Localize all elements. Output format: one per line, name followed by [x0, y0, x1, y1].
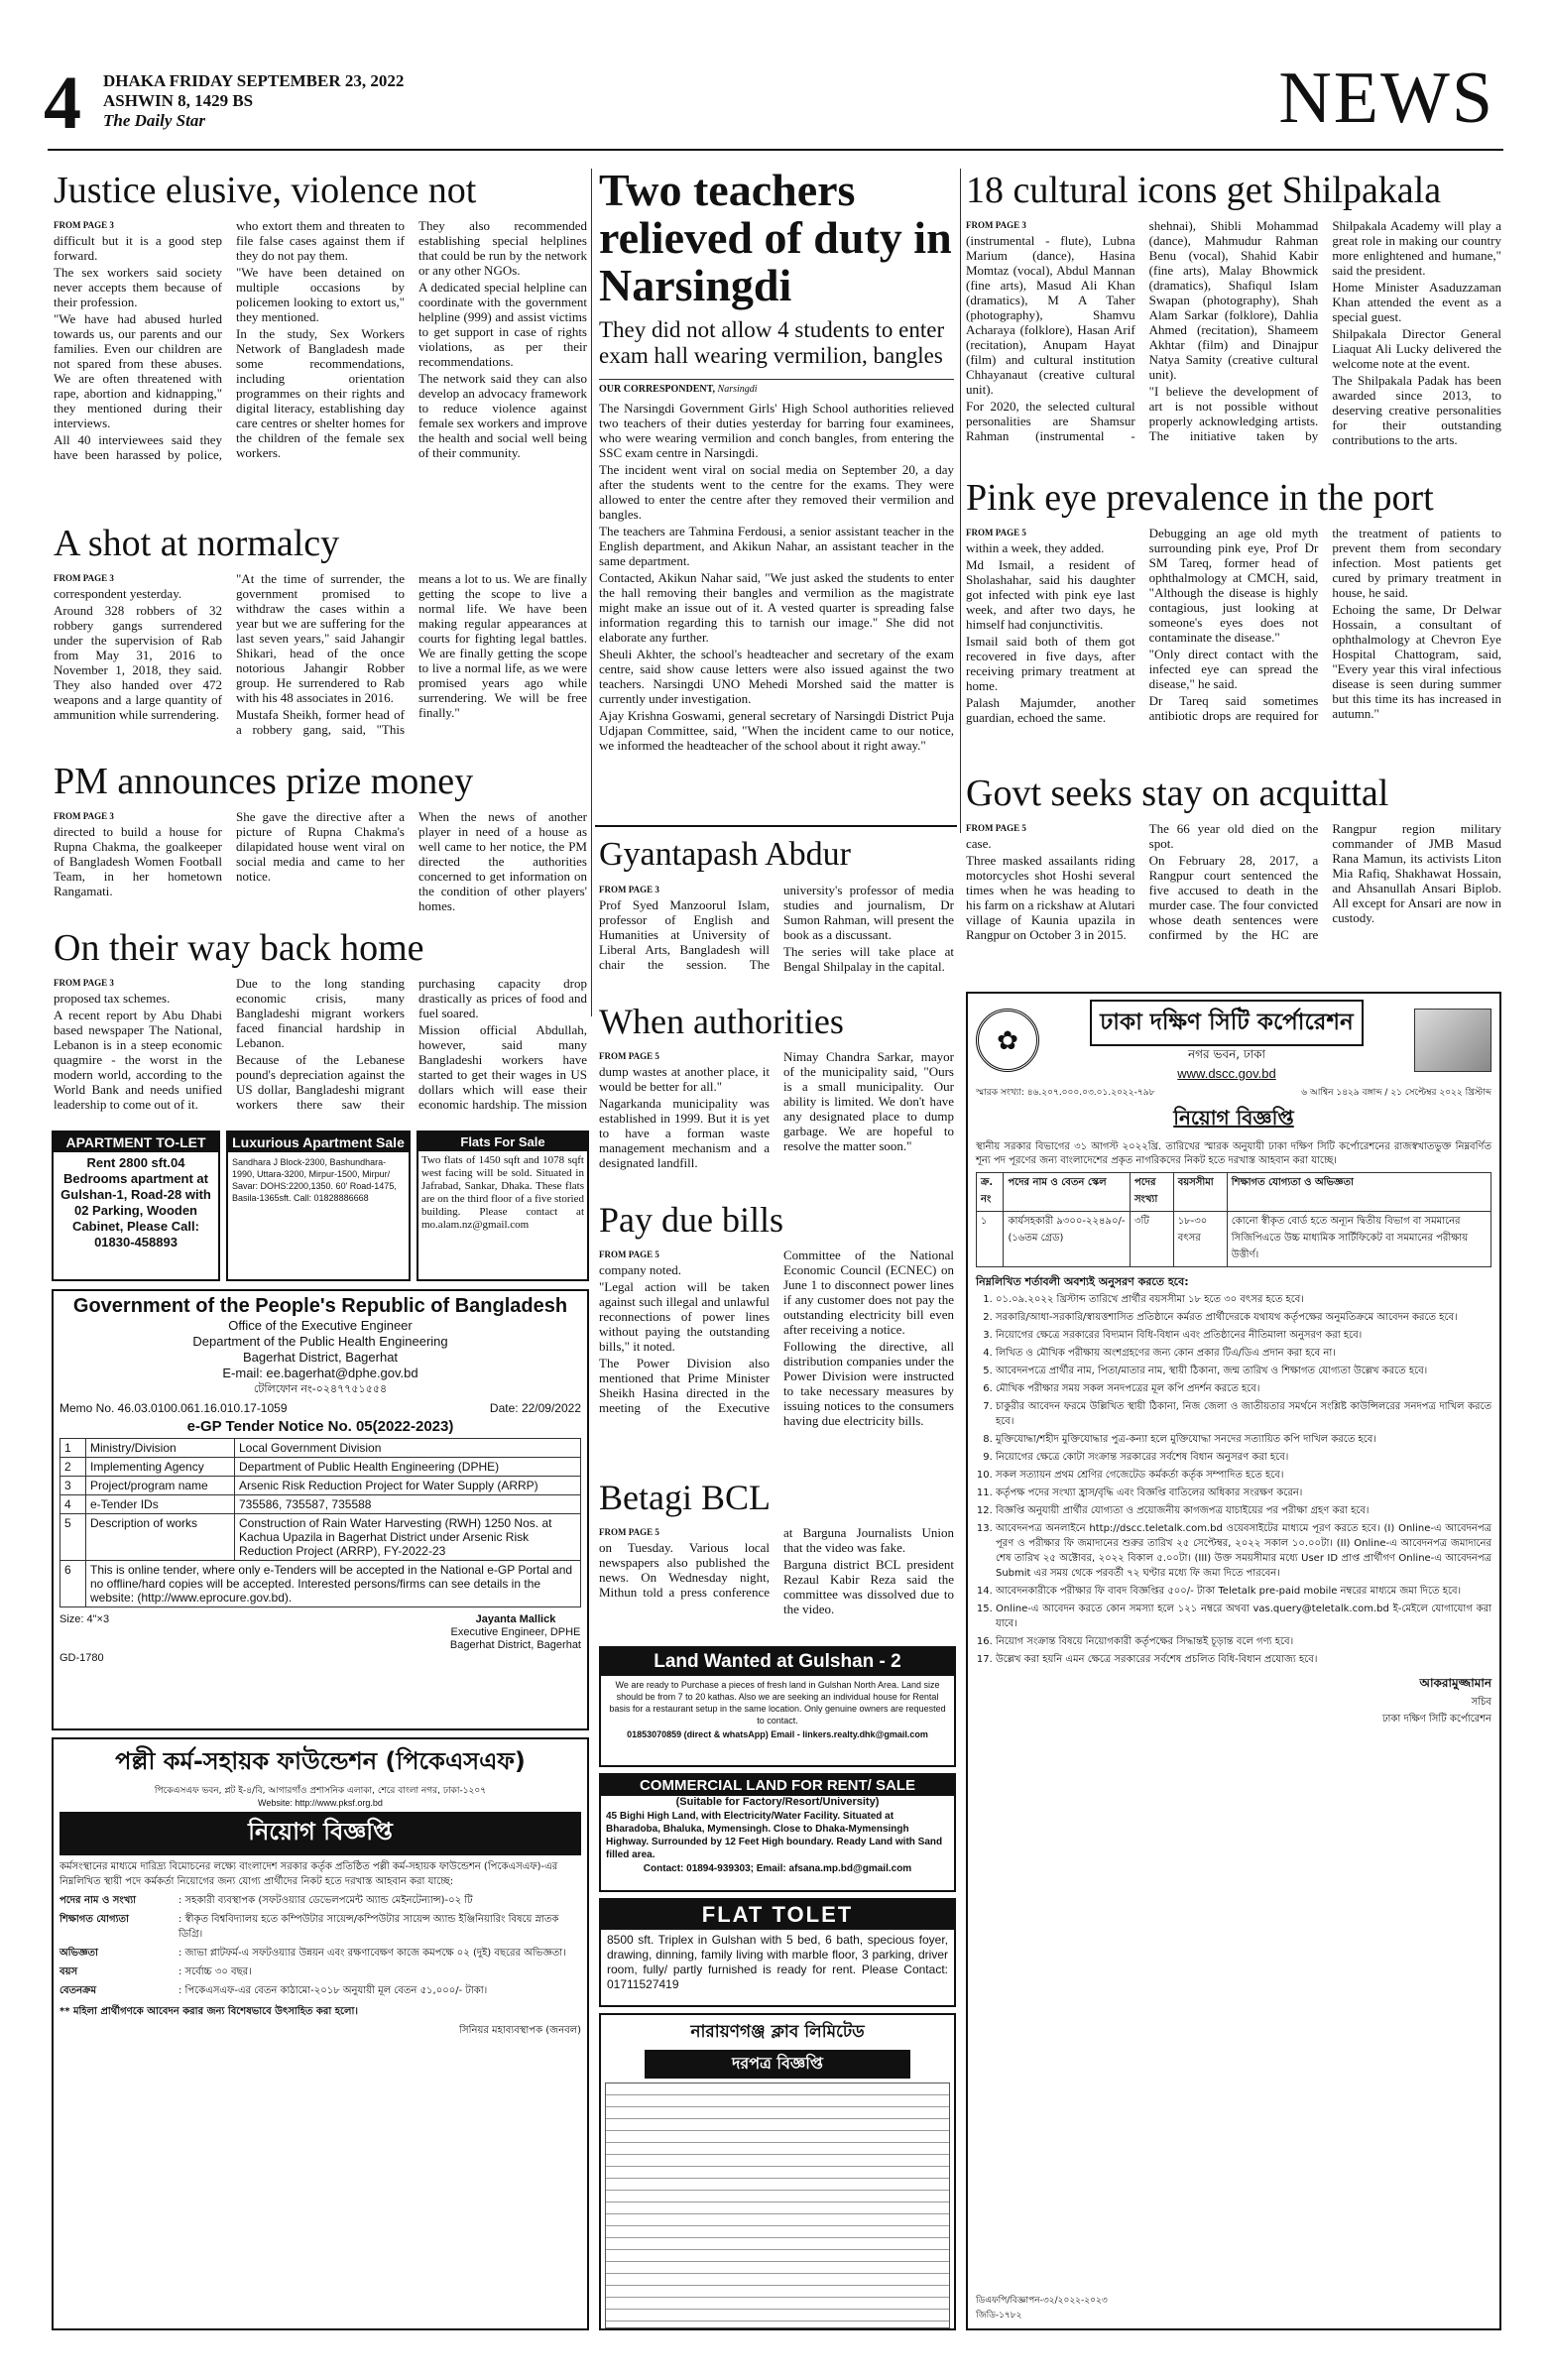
table-cell: Ministry/Division: [86, 1439, 235, 1458]
ad-title: FLAT TOLET: [601, 1900, 954, 1930]
detail-value: : স্বীকৃত বিশ্ববিদ্যালয় হতে কম্পিউটার সায়েন্স/কম্পিউটার সায়েন্স অ্যান্ড ইঞ্জিনিয়ারিং বিষয়ে স্নাতক ডিগ্রি।: [179, 1914, 559, 1940]
table-cell: 3: [60, 1477, 86, 1495]
ad-subtitle: (Suitable for Factory/Resort/University): [675, 1796, 880, 1808]
from-page: FROM PAGE 3: [54, 978, 114, 988]
tender-table: [60, 1438, 581, 1607]
table-row: [60, 1477, 581, 1495]
table-row: [60, 1458, 581, 1477]
paragraph: Shilpakala Director General Liaquat Ali Lucky delivered the welcome note at the event.: [1332, 326, 1501, 371]
table-header: পদের নাম ও বেতন স্কেল: [1004, 1173, 1131, 1212]
paragraph: "We have been detained on multiple occasions by policemen looking to extort us," they mentioned.: [236, 265, 405, 324]
dscc-conditions-title: নিম্নলিখিত শর্তাবলী অবশ্যই অনুসরণ করতে হবে:: [976, 1275, 1189, 1288]
pksf-intro: কর্মসংস্থানের মাধ্যমে দারিদ্র্য বিমোচনের লক্ষ্যে বাংলাদেশ সরকার কর্তৃক প্রতিষ্ঠিত পল্লী কর্ম-সহায়ক ফাউন্ডেশন (পিকেএসএফ)-এর নিম্নলিখিত স্থায়ী পদে কর্মকর্তা নিয়োগের জন্য যোগ্য প্রার্থীদের নিকট হতে দরখাস্ত আহবান করা যাচ্ছে:: [60, 1861, 558, 1887]
paragraph: A dedicated special helpline can coordinate with the government helpline (999) and assist victims to get support in case of rights violations, as per their recommendations.: [418, 280, 587, 369]
paragraph: Nagarkanda municipality was established in 1999. But it is yet to have a forman waste management mechanism and a designated landfill.: [599, 1096, 770, 1170]
paragraph: dump wastes at another place, it would be better for all.": [599, 1064, 770, 1094]
story-govt-stay: [966, 774, 1501, 972]
paragraph: She gave the directive after a picture of Rupna Chakma's dilapidated house went viral on social media and came to her notice.: [236, 809, 405, 884]
headline: PM announces prize money: [54, 762, 474, 802]
paragraph: The Narsingdi Government Girls' High School authorities relieved two teachers of their duties yesterday for barring four examinees, who were wearing vermilion and conch bangles, from entering the SSC exam centre in Narsingdi.: [599, 401, 954, 460]
paragraph: case.: [966, 836, 992, 851]
from-page: FROM PAGE 5: [599, 1051, 659, 1061]
story-on-their-way-home: [54, 928, 587, 1127]
paragraph: A recent report by Abu Dhabi based newspaper The National, Lebanon is in a steep economic quagmire - the worst in the modern world, according to the World Bank and needs unified leadership to come out of it.: [54, 1008, 222, 1112]
headline: Justice elusive, violence not: [54, 171, 477, 211]
table-cell: ১৮-৩০ বৎসর: [1173, 1212, 1227, 1267]
club-org: নারায়ণগঞ্জ ক্লাব লিমিটেড: [690, 2022, 865, 2042]
list-item: 11. কর্তৃপক্ষ পদের সংখ্যা হ্রাস/বৃদ্ধি এবং বিজ্ঞপ্তি বাতিলের অধিকার সংরক্ষণ করেন।: [996, 1486, 1491, 1500]
paragraph: The sex workers said society never accepts them because of their profession.: [54, 265, 222, 309]
dscc-code: ডিএফপি/বিজ্ঞাপন-৩২/২০২২-২০২৩: [976, 2296, 1108, 2306]
list-item: 2. সরকারি/আধা-সরকারি/স্বায়ত্তশাসিত প্রতিষ্ঠানে কর্মরত প্রার্থীদেরকে যথাযথ কর্তৃপক্ষের অনুমতিক্রমে আবেদন করতে হবে।: [996, 1310, 1491, 1325]
table-cell: Description of works: [86, 1514, 235, 1561]
tender-district: Bagerhat District, Bagerhat: [242, 1350, 399, 1365]
detail-label: পদের নাম ও সংখ্যা: [60, 1895, 137, 1906]
ad-title: Land Wanted at Gulshan - 2: [601, 1648, 954, 1676]
table-row: [60, 1439, 581, 1458]
ad-title: COMMERCIAL LAND FOR RENT/ SALE: [601, 1775, 954, 1796]
story-cultural-icons: [966, 171, 1501, 470]
tender-email: E-mail: ee.bagerhat@dphe.gov.bd: [222, 1366, 418, 1380]
headline: Pink eye prevalence in the port: [966, 478, 1434, 519]
date: DHAKA FRIDAY SEPTEMBER 23, 2022: [103, 71, 405, 90]
paragraph: Palash Majumder, another guardian, echoed the same.: [966, 695, 1135, 725]
pksf-details: [60, 1893, 581, 1998]
headline: Gyantapash Abdur: [599, 836, 852, 873]
from-page: FROM PAGE 3: [54, 220, 114, 230]
tender-dept: Department of the Public Health Engineering: [192, 1334, 448, 1349]
ad-title: Flats For Sale: [418, 1132, 587, 1151]
ad-flat-tolet: [599, 1898, 956, 2007]
ad-commercial-land: [599, 1773, 956, 1892]
header-rule: [48, 149, 1503, 151]
table-cell: Implementing Agency: [86, 1458, 235, 1477]
dscc-org: ঢাকা দক্ষিণ সিটি কর্পোরেশন: [1090, 1000, 1363, 1046]
from-page: FROM PAGE 5: [599, 1250, 659, 1259]
ad-egp-tender-notice: [52, 1289, 589, 1730]
paragraph: Md Ismail, a resident of Sholashahar, said his daughter got infected with pink eye last week, and after two days, he himself had conjunctivitis.: [966, 557, 1135, 632]
list-item: 6. মৌখিক পরীক্ষার সময় সকল সনদপত্রের মূল কপি প্রদর্শন করতে হবে।: [996, 1381, 1491, 1396]
dscc-date: ৬ আশ্বিন ১৪২৯ বঙ্গাব্দ / ২১ সেপ্টেম্বর ২০২২ খ্রিস্টাব্দ: [1301, 1088, 1491, 1098]
story-betagi-bcl: [599, 1478, 954, 1636]
table-cell: 4: [60, 1495, 86, 1514]
story-pink-eye: [966, 478, 1501, 766]
paragraph: Prof Syed Manzoorul Islam, professor of English and Humanities at University of Liberal Arts, Bangladesh will chair the session. The university's professor of media studies and journalism, Dr Sumon Rahman, will present the book as a discussant.: [599, 883, 954, 972]
page-number: 4: [44, 61, 81, 145]
paragraph: "I believe the development of art is not possible without properly acknowledging artists. The initiative taken by Shilpakala Academy will play a great role in making our country more enlightened and humane," said the president.: [1148, 218, 1501, 443]
story-rule: [595, 825, 957, 827]
headline: 18 cultural icons get Shilpakala: [966, 171, 1442, 211]
paragraph: within a week, they added.: [966, 540, 1105, 555]
dateline: [103, 71, 404, 131]
paragraph: The Shilpakala Padak has been awarded since 2013, to deserving creative personalities for their outstanding contributions to the arts.: [1332, 373, 1501, 447]
club-table: [605, 2082, 950, 2328]
tender-date: Date: 22/09/2022: [489, 1401, 581, 1415]
from-page: FROM PAGE 3: [54, 573, 114, 583]
list-item: 8. মুক্তিযোদ্ধা/শহীদ মুক্তিযোদ্ধার পুত্র-কন্যা হলে মুক্তিযোদ্ধা সনদের সত্যায়িত কপি দাখিল করতে হবে।: [996, 1432, 1491, 1447]
list-item: 9. নিয়োগের ক্ষেত্রে কোটা সংক্রান্ত সরকারের সর্বশেষ বিধান অনুসরণ করা হবে।: [996, 1450, 1491, 1465]
list-item: 5. আবেদনপত্রে প্রার্থীর নাম, পিতা/মাতার নাম, স্থায়ী ঠিকানা, জন্ম তারিখ ও শিক্ষাগত যোগ্যতা উল্লেখ করতে হবে।: [996, 1364, 1491, 1378]
table-cell: e-Tender IDs: [86, 1495, 235, 1514]
paragraph: (instrumental - flute), Lubna Marium (dance), Hasina Momtaz (vocal), Abdul Mannan (fine arts), Masud Ali Khan (dramatics), M A Taher (photography), Shamvu Acharaya (folklore), Hasan Arif (recitation), Anupam Hayat (film) and cultural institution Chhayanaut (creative cultural unit).: [966, 233, 1135, 397]
pksf-signature: সিনিয়র মহাব্যবস্থাপক (জনবল): [459, 2025, 581, 2036]
pksf-address: পিকেএসএফ ভবন, প্লট ই-৪/বি, আগারগাঁও প্রশাসনিক এলাকা, শেরে বাংলা নগর, ঢাকা-১২০৭: [154, 1786, 487, 1796]
paragraph: The network said they can also develop an advocacy framework to reduce violence against female sex workers and improve the health and social well being of their community.: [418, 371, 587, 460]
paragraph: Home Minister Asaduzzaman Khan attended the event as a special guest.: [1332, 280, 1501, 324]
tender-signer-title: Executive Engineer, DPHE: [450, 1626, 581, 1638]
paragraph: "Legal action will be taken against such illegal and unlawful reconnections of power lines without paying the outstanding bills," it noted.: [599, 1279, 770, 1354]
paper-name: The Daily Star: [103, 111, 205, 130]
list-item: 14. আবেদনকারীকে পরীক্ষার ফি বাবদ বিজ্ঞপ্তির ৫০০/- টাকা Teletalk pre-paid mobile নম্বরের মাধ্যমে জমা দিতে হবে।: [996, 1584, 1491, 1599]
list-item: 17. উল্লেখ করা হয়নি এমন ক্ষেত্রে সরকারের সর্বশেষ প্রচলিত বিধি-বিধান প্রযোজ্য হবে।: [996, 1652, 1491, 1667]
ad-body: 45 Bighi High Land, with Electricity/Water Facility. Situated at Bharadoba, Bhaluka, Mymensingh. Close to Dhaka-Mymensingh Highway. Surrounded by 12 Feet High boundary. Ready Land with Sand filled area.: [606, 1811, 943, 1860]
paragraph: correspondent yesterday.: [54, 586, 182, 601]
subhead: They did not allow 4 students to enter exam hall wearing vermilion, bangles: [599, 317, 945, 368]
paragraph: The 66 year old died on the spot.: [1148, 821, 1319, 851]
paragraph: Mustafa Sheikh, former head of a robbery gang, said, "This means a lot to us. We are finally getting the scope to live a normal life. We have been making regular appearances at courts for fighting legal battles. We are finally getting the scope to live a normal life, as we were promised years ago while surrendering. We will be free finally.": [236, 571, 587, 737]
detail-value: : জাভা প্লাটফর্ম-এ সফটওয়্যার উন্নয়ন এবং রক্ষণাবেক্ষণ কাজে কমপক্ষে ০২ (দুই) বছরের অভিজ্ঞতা।: [179, 1948, 566, 1959]
story-pm-prize-money: [54, 762, 587, 920]
dscc-memo: স্মারক সংখ্যা: ৪৬.২০৭.০০০.০৩.০১.২০২২-৭৯৮: [976, 1088, 1155, 1098]
pksf-org: পল্লী কর্ম-সহায়ক ফাউন্ডেশন (পিকেএসএফ): [115, 1747, 526, 1775]
dscc-logo: ✿: [976, 1009, 1039, 1072]
headline: Betagi BCL: [599, 1478, 771, 1517]
paragraph: proposed tax schemes.: [54, 991, 171, 1006]
ad-body: Two flats of 1450 sqft and 1078 sqft west facing will be sold. Situated in Jafrabad, Sankar, Dhaka. These flats are on the third floor of a five storied building. Please contact at mo.alam.nz@gmail.com: [421, 1154, 584, 1231]
headline: Govt seeks stay on acquittal: [966, 774, 1389, 814]
list-item: 15. Online-এ আবেদন করতে কোন সমস্যা হলে ১২১ নম্বরে অথবা vas.query@teletalk.com.bd ই-মেইলে যোগাযোগ করা যাবে।: [996, 1602, 1491, 1631]
list-item: [60, 1912, 581, 1942]
paragraph: Barguna district BCL president Rezaul Kabir Reza said the committee was dissolved due to the video.: [783, 1557, 954, 1616]
table-cell: 5: [60, 1514, 86, 1561]
ad-land-wanted: [599, 1646, 956, 1767]
paragraph: Mission official Abdullah, however, said many Bangladeshi workers have started to get their wages in US dollars which will ease their economic hardship. The mission: [418, 1022, 587, 1112]
detail-value: : সর্বোচ্চ ৩০ বছর।: [179, 1966, 252, 1977]
byline: OUR CORRESPONDENT,: [599, 384, 716, 395]
paragraph: On February 28, 2017, a Rangpur court sentenced the five accused to death in the murder case. The four convicted whose death sentences were confirmed by the HC are Rangpur region military commander of JMB Masud Rana Mamun, its activists Liton Mia Rafiq, Shakhawat Hossain, and Ahsanullah Ansari Biplob. All except for Ansari are now in custody.: [1148, 821, 1501, 942]
paragraph: Following the directive, all distribution companies under the Power Division were instructed to take necessary measures by issuing notices to the consumers having due electricity bills.: [783, 1339, 954, 1428]
story-shot-at-normalcy: [54, 524, 587, 754]
dscc-table: [976, 1172, 1491, 1267]
paragraph: The teachers are Tahmina Ferdousi, a senior assistant teacher in the English department, and Akikun Nahar, an assistant teacher in the same department.: [599, 524, 954, 568]
table-cell: 2: [60, 1458, 86, 1477]
detail-value: : পিকেএসএফ-এর বেতন কাঠামো-২০১৮ অনুযায়ী মূল বেতন ৫১,০০০/- টাকা।: [179, 1985, 488, 1996]
ad-body: We are ready to Purchase a pieces of fresh land in Gulshan North Area. Land size should be from 7 to 20 kathas. Also we are seeking an individual house for Rental basis for a restaurant setup in the same location. Only genuine owners are requested to contact.: [609, 1680, 946, 1726]
club-title: দরপত্র বিজ্ঞপ্তি: [645, 2050, 910, 2079]
paragraph: Echoing the same, Dr Delwar Hossain, a consultant of ophthalmology at Chevron Eye Hospital Chattogram, said, "Every year this viral infectious disease is seen during summer but this time its has increased in autumn.": [1332, 602, 1501, 721]
detail-label: বয়স: [60, 1966, 78, 1977]
dscc-conditions: [976, 1292, 1491, 1667]
paragraph: "We have had abused hurled towards us, our parents and our families. Even our children are not spared from these abuses. We are often threatened with rape, abortion and kidnapping," they mentioned during their interviews.: [54, 311, 222, 430]
detail-label: শিক্ষাগত যোগ্যতা: [60, 1914, 129, 1925]
headline: On their way back home: [54, 928, 424, 969]
list-item: 3. নিয়োগের ক্ষেত্রে সরকারের বিদ্যমান বিধি-বিধান এবং প্রতিষ্ঠানের নীতিমালা অনুসরণ করা হবে।: [996, 1328, 1491, 1343]
ad-flats-for-sale: [417, 1130, 589, 1281]
tender-signer-place: Bagerhat District, Bagerhat: [449, 1639, 581, 1651]
portrait-image: [1414, 1009, 1491, 1072]
table-cell: 1: [60, 1439, 86, 1458]
column-divider: [591, 169, 592, 1016]
ad-body: Rent 2800 sft.04 Bedrooms apartment at Gulshan-1, Road-28 with 02 Parking, Wooden Cabinet, Please Call: 01830-458893: [60, 1155, 211, 1250]
headline: A shot at normalcy: [54, 524, 340, 564]
paragraph: All 40 interviewees said they have been harassed by police, who extort them and threaten to file false cases against them if they do not pay them.: [54, 218, 405, 462]
table-header: শিক্ষাগত যোগ্যতা ও অভিজ্ঞতা: [1227, 1173, 1490, 1212]
paragraph: Debugging an age old myth surrounding pink eye, Prof Dr SM Tareq, former head of ophthalmology at CMCH, said, "Although the disease is highly contagious, just looking at someone's eyes does not contaminate the disease.": [1148, 526, 1319, 645]
paragraph: Because of the Lebanese pound's depreciation against the US dollar, Bangladeshi migrant workers there saw their purchasing capacity drop drastically as prices of food and fuel soared.: [236, 976, 587, 1112]
tender-gd: GD-1780: [60, 1652, 104, 1664]
dscc-signer-org: ঢাকা দক্ষিণ সিটি কর্পোরেশন: [1381, 1714, 1491, 1725]
dscc-signer: আকরামুজ্জামান: [1419, 1676, 1491, 1690]
list-item: 7. চাকুরীর আবেদন ফরমে উল্লিখিত স্থায়ী ঠিকানা, নিজ জেলা ও জাতীয়তার সমর্থনে সংশ্লিষ্ট কাউন্সিলরের সনদপত্র দাখিল করতে হবে।: [996, 1399, 1491, 1429]
table-cell: Project/program name: [86, 1477, 235, 1495]
dscc-intro: স্থানীয় সরকার বিভাগের ৩১ আগস্ট ২০২২খ্রি. তারিখের স্মারক অনুযায়ী ঢাকা দক্ষিণ সিটি কর্পোরেশনের রাজস্বখাতভুক্ত নিম্নবর্ণিত শূন্য পদ পূরণের জন্য বাংলাদেশের প্রকৃত নাগরিকদের নিকট হতে দরখাস্ত আহবান করা যাচ্ছে।: [976, 1141, 1491, 1166]
paragraph: The incident went viral on social media on September 20, a day after the students went to the centre for the exams. They were allowed to enter the centre after they removed their vermilion and bangles.: [599, 462, 954, 522]
table-cell: ১: [977, 1212, 1004, 1267]
paragraph: They also recommended establishing special helplines that could be run by the network or any other NGOs.: [418, 218, 587, 278]
paragraph: difficult but it is a good step forward.: [54, 233, 222, 263]
ad-body: 8500 sft. Triplex in Gulshan with 5 bed, 6 bath, specious foyer, drawing, dinning, family living with marble floor, 3 parking, driver room, fully/ partly furnished is ready for rent. Please Contact: 01711527419: [607, 1933, 948, 1991]
table-cell: কোনো স্বীকৃত বোর্ড হতে অন্যূন দ্বিতীয় বিভাগ বা সমমানের সিজিপিএতে উচ্চ মাধ্যমিক সার্টিফিকেট বা সমমানের পরীক্ষায় উত্তীর্ণ।: [1227, 1212, 1490, 1267]
byline-place: Narsingdi: [717, 384, 758, 395]
from-page: FROM PAGE 5: [966, 823, 1026, 833]
list-item: 16. নিয়োগ সংক্রান্ত বিষয়ে নিয়োগকারী কর্তৃপক্ষের সিদ্ধান্তই চূড়ান্ত বলে গণ্য হবে।: [996, 1634, 1491, 1649]
table-cell: Department of Public Health Engineering (DPHE): [235, 1458, 581, 1477]
ad-pksf-recruitment: [52, 1737, 589, 2330]
table-cell: Arsenic Risk Reduction Project for Water Supply (ARRP): [235, 1477, 581, 1495]
ad-contact: 01853070859 (direct & whatsApp) Email - linkers.realty.dhk@gmail.com: [627, 1729, 928, 1739]
paragraph: Dr Tareq said sometimes antibiotic drops are required for the treatment of patients to prevent them from secondary infection. Most patients get cured by primary treatment in house, he said.: [1148, 526, 1501, 723]
table-cell: Local Government Division: [235, 1439, 581, 1458]
dscc-title: নিয়োগ বিজ্ঞপ্তি: [1173, 1106, 1294, 1130]
story-justice-elusive: [54, 171, 587, 516]
headline: Two teachers relieved of duty in Narsingdi: [599, 167, 952, 310]
tender-signer: Jayanta Mallick: [475, 1613, 556, 1625]
paragraph: Ismail said both of them got recovered in five days, after receiving primary treatment at home.: [966, 634, 1135, 693]
story-when-authorities: [599, 1002, 954, 1190]
from-page: FROM PAGE 3: [966, 220, 1026, 230]
ad-luxury-apartment: [226, 1130, 411, 1281]
from-page: FROM PAGE 3: [599, 885, 659, 894]
list-item: [60, 1964, 581, 1979]
pksf-footer: ** মহিলা প্রার্থীগণকে আবেদন করার জন্য বিশেষভাবে উৎসাহিত করা হলো।: [60, 2006, 358, 2017]
ad-title: APARTMENT TO-LET: [54, 1132, 218, 1152]
ad-narayanganj-club-tender: [599, 2013, 956, 2330]
paragraph: "Only direct contact with the infected eye can spread the disease," he said.: [1148, 647, 1319, 691]
table-cell: ৩টি: [1130, 1212, 1173, 1267]
paragraph: directed to build a house for Rupna Chakma, the goalkeeper of Bangladesh Women Football Team, in her hometown Rangamati.: [54, 824, 222, 898]
tender-size: Size: 4"×3: [60, 1613, 110, 1625]
table-cell: 6: [60, 1561, 86, 1607]
paragraph: "At the time of surrender, the government promised to withdraw the cases within a year but we are suffering for the last seven years," said Jahangir Shikari, head of the once notorious Jahangir Robber group. He surrendered to Rab with his 48 associates in 2016.: [236, 571, 405, 705]
list-item: 10. সকল সত্যায়ন প্রথম শ্রেণির গেজেটেড কর্মকর্তা কর্তৃক সম্পাদিত হতে হবে।: [996, 1468, 1491, 1483]
ad-dscc-recruitment: [966, 992, 1501, 2330]
detail-label: বেতনক্রম: [60, 1985, 97, 1996]
dscc-gd: জিডি-১৭৮২: [976, 2311, 1022, 2320]
list-item: [60, 1946, 581, 1961]
table-row: [60, 1495, 581, 1514]
list-item: [60, 1893, 581, 1908]
story-gyantapash: [599, 835, 954, 994]
from-page: FROM PAGE 5: [599, 1527, 659, 1537]
story-pay-due-bills: [599, 1200, 954, 1468]
bangla-date: ASHWIN 8, 1429 BS: [103, 91, 254, 110]
paragraph: Three masked assailants riding motorcycles shot Hoshi several times when he was heading to his farm on a rickshaw at Alutari village of Kaunia upazila in Rangpur on October 3 in 2015.: [966, 853, 1135, 942]
table-cell: 735586, 735587, 735588: [235, 1495, 581, 1514]
tender-gov: Government of the People's Republic of Bangladesh: [72, 1295, 568, 1317]
list-item: 1. ০১.০৯.২০২২ খ্রিস্টাব্দ তারিখে প্রার্থীর বয়সসীমা ১৮ হতে ৩০ বৎসর হতে হবে।: [996, 1292, 1491, 1307]
paragraph: When the news of another player in need of a house as well came to her notice, the PM directed the authorities concerned to get information on the condition of other players' homes.: [418, 809, 587, 913]
list-item: 4. লিখিত ও মৌখিক পরীক্ষায় অংশগ্রহণের জন্য কোন প্রকার টিএ/ডিএ প্রদান করা হবে না।: [996, 1346, 1491, 1361]
list-item: 13. আবেদনপত্র অনলাইনে http://dscc.teletalk.com.bd ওয়েবসাইটের মাধ্যমে পূরণ করতে হবে। (I) Online-এ আবেদনপত্র পূরণ ও পরীক্ষার ফি জমাদানের শুরুর তারিখ ২৫ সেপ্টেম্বর, ২০২২ সকাল ১০.০০টা। (II) Online-এ আবেদনপত্র জমাদানের শেষ তারিখ ২৫ অক্টোবর, ২০২২ বিকাল ৫.০০টা। (III) উক্ত সময়সীমার মধ্যে User ID প্রাপ্ত প্রার্থীগণ Online-এ আবেদনপত্র Submit এর সময় থেকে পরবর্তী ৭২ ঘণ্টার মধ্যে ফি জমা দিতে পারবেন।: [996, 1521, 1491, 1581]
paragraph: company noted.: [599, 1262, 682, 1277]
paragraph: For 2020, the selected cultural personalities are Shamsur Rahman (instrumental - shehnai), Shibli Mohammad (dance), Mahmudur Rahman Benu (vocal), Shahid Kabir (fine arts), Malay Bhowmick (dramatics), Shafiqul Islam Swapan (photography), Shah Alam Sarkar (folklore), Dahlia Ahmed (recitation), Shameem Akhtar (film) and Dinajpur Natya Samity (creative cultural unit).: [966, 218, 1319, 443]
from-page: FROM PAGE 3: [54, 811, 114, 821]
column-divider: [960, 169, 961, 833]
table-cell: Construction of Rain Water Harvesting (RWH) 1250 Nos. at Kachua Upazila in Bagerhat District under Arsenic Risk Reduction Project (ARRP), FY-2022-23: [235, 1514, 581, 1561]
story-two-teachers: [599, 167, 954, 821]
dscc-website[interactable]: www.dscc.gov.bd: [1177, 1066, 1276, 1081]
paragraph: The series will take place at Bengal Shilpalay in the capital.: [783, 944, 954, 974]
from-page: FROM PAGE 5: [966, 528, 1026, 537]
dscc-signer-title: সচিব: [1471, 1697, 1491, 1708]
pksf-title: নিয়োগ বিজ্ঞপ্তি: [60, 1812, 581, 1855]
table-header: ক্র. নং: [977, 1173, 1004, 1212]
headline: When authorities: [599, 1002, 844, 1041]
section-title: NEWS: [1278, 58, 1494, 139]
paragraph: Due to the long standing economic crisis, many Bangladeshi migrant workers faced financial hardship in Lebanon.: [236, 976, 405, 1050]
dscc-place: নগর ভবন, ঢাকা: [1188, 1047, 1265, 1061]
pksf-website: Website: http://www.pksf.org.bd: [258, 1798, 383, 1808]
tender-office: Office of the Executive Engineer: [228, 1318, 413, 1333]
detail-value: : সহকারী ব্যবস্থাপক (সফটওয়্যার ডেভেলপমেন্ট অ্যান্ড মেইনটেন্যান্স)-০২ টি: [179, 1895, 473, 1906]
table-row: [60, 1514, 581, 1561]
tender-memo: Memo No. 46.03.0100.061.16.010.17-1059: [60, 1401, 288, 1415]
tender-notice-title: e-GP Tender Notice No. 05(2022-2023): [186, 1418, 454, 1435]
paragraph: Contacted, Akikun Nahar said, "We just asked the students to enter the hall removing their bangles and vermilion as the magistrate might make an issue out of it. A vested quarter is spreading false information regarding this to tarnish our image." She did not elaborate any further.: [599, 570, 954, 645]
list-item: 12. বিজ্ঞপ্তি অনুযায়ী প্রার্থীর যোগ্যতা ও প্রয়োজনীয় কাগজপত্র যাচাইয়ের পর পরীক্ষা গ্রহণ করা হবে।: [996, 1503, 1491, 1518]
table-header: পদের সংখ্যা: [1130, 1173, 1173, 1212]
paragraph: In the study, Sex Workers Network of Bangladesh made some recommendations, including orientation programmes on their rights and digital literacy, establishing day care centres or shelter homes for the children of the female sex workers.: [236, 326, 405, 460]
headline: Pay due bills: [599, 1200, 783, 1240]
paragraph: Ajay Krishna Goswami, general secretary of Narsingdi District Puja Udjapan Committee, said, "When the incident came to our notice, we informed the headteacher of the school about it right away.": [599, 708, 954, 753]
table-row: [60, 1561, 581, 1607]
list-item: [60, 1983, 581, 1998]
paragraph: Sheuli Akhter, the school's headteacher and secretary of the exam centre, said show cause letters were also issued against the two teachers. Narsingdi UNO Mehedi Morshed said the matter is currently under investigation.: [599, 647, 954, 706]
table-header: বয়সসীমা: [1173, 1173, 1227, 1212]
ad-apartment-tolet: [52, 1130, 220, 1281]
ad-title: Luxurious Apartment Sale: [228, 1132, 409, 1152]
table-cell: কার্যসহকারী ৯৩০০-২২৪৯০/- (১৬তম গ্রেড): [1004, 1212, 1131, 1267]
paragraph: Around 328 robbers of 32 robbery gangs surrendered under the supervision of Rab from May 31, 2016 to November 1, 2018, they said. They also handed over 472 weapons and a large quantity of ammunition while surrendering.: [54, 603, 222, 722]
tender-phone: টেলিফোন নং-০২৪৭৭৫১৫৫৪: [253, 1382, 388, 1395]
ad-body: Sandhara J Block-2300, Bashundhara-1990, Uttara-3200, Mirpur-1500, Mirpur/ Savar: DOHS:2200,1350. 60' Road-1475, Basila-1365sft. Call: 01828886668: [232, 1157, 397, 1203]
ad-contact: Contact: 01894-939303; Email: afsana.mp.bd@gmail.com: [643, 1863, 912, 1874]
paragraph: Nimay Chandra Sarkar, mayor of the municipality said, "Ours is a small municipality. Our ability is limited. We don't have any designated place to dump garbage. We are hopeful to resolve the matter soon.": [783, 1049, 954, 1153]
paragraph: The Power Division also mentioned that Prime Minister Sheikh Hasina directed in the meeting of the Executive Committee of the National Economic Council (ECNEC) on June 1 to disconnect power lines if any customer does not pay the outstanding electricity bill even after receiving a notice.: [599, 1248, 954, 1415]
table-cell: This is online tender, where only e-Tenders will be accepted in the National e-GP Portal and no offline/hard copies will be accepted. Interested persons/firms can see details in the website: (http://www.eprocure.gov.bd).: [86, 1561, 581, 1607]
detail-label: অভিজ্ঞতা: [60, 1948, 98, 1959]
paragraph: on Tuesday. Various local newspapers also published the news. On Wednesday night, Mithun told a press conference at Barguna Journalists Union that the video was fake.: [599, 1525, 954, 1600]
